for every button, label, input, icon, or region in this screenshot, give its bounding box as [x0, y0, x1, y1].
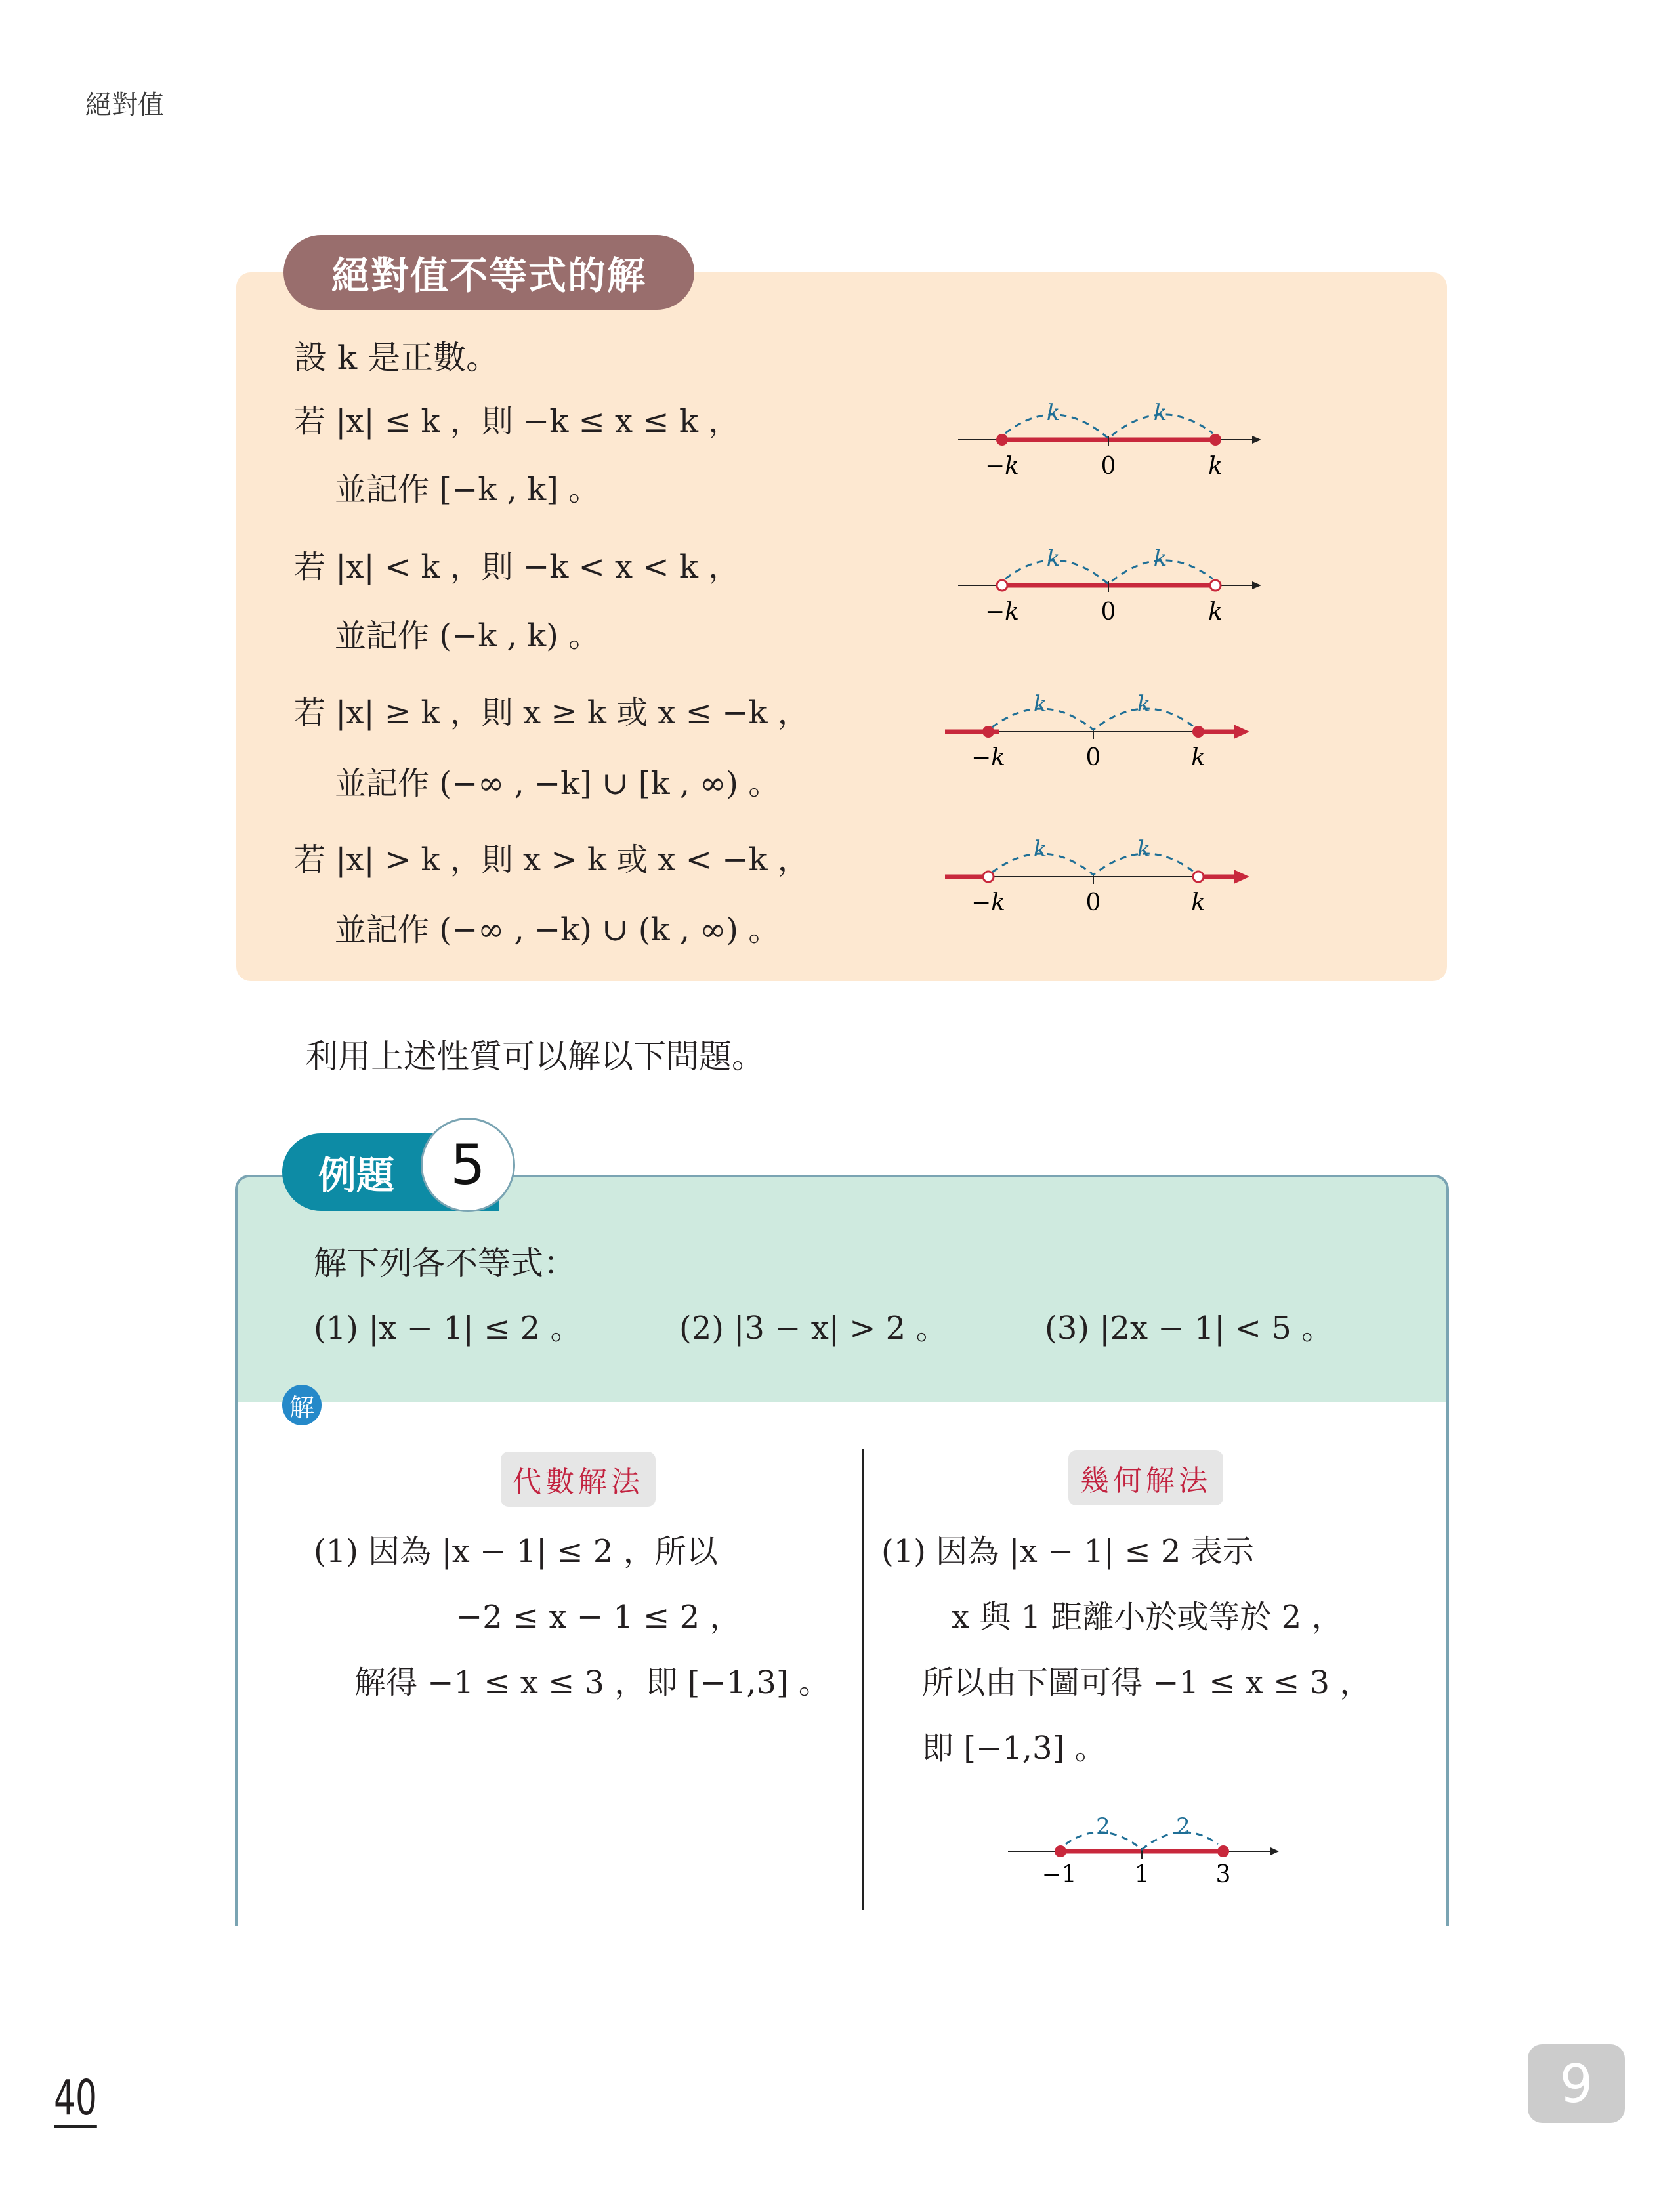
algebraic-line-2: −2 ≤ x − 1 ≤ 2 ， — [456, 1599, 742, 1635]
svg-text:k: k — [1208, 453, 1223, 480]
svg-text:k: k — [1153, 545, 1167, 572]
algebraic-line-3: 解得 −1 ≤ x ≤ 3 ，即 [−1,3] 。 — [354, 1664, 830, 1701]
svg-text:k: k — [1033, 836, 1047, 862]
item-1-condition: 若 |x| ≤ k ，則 −k ≤ x ≤ k ， — [294, 403, 740, 440]
algebraic-method-tag: 代數解法 — [501, 1452, 656, 1507]
item-2-notation: 並記作 (−k , k) 。 — [335, 618, 600, 654]
example-label: 例題 — [282, 1133, 499, 1211]
svg-text:2: 2 — [1176, 1813, 1190, 1840]
svg-text:k: k — [1153, 400, 1167, 426]
geometric-method-tag: 幾何解法 — [1068, 1450, 1223, 1505]
svg-text:3: 3 — [1215, 1861, 1231, 1888]
svg-text:k: k — [1046, 545, 1060, 572]
page-number: 40 — [54, 2074, 97, 2128]
svg-text:k: k — [1033, 691, 1047, 717]
section-header: 絕對值 — [85, 90, 164, 120]
svg-text:0: 0 — [1085, 744, 1101, 771]
number-line-4 — [932, 828, 1339, 959]
svg-text:0: 0 — [1101, 599, 1116, 625]
svg-text:2: 2 — [1096, 1813, 1110, 1840]
algebraic-line-1: (1) 因為 |x − 1| ≤ 2 ，所以 — [314, 1533, 718, 1570]
svg-text:1: 1 — [1134, 1861, 1150, 1888]
number-line-2 — [945, 526, 1339, 658]
svg-text:k: k — [1046, 400, 1060, 426]
solution-badge: 解 — [282, 1385, 322, 1425]
geometric-line-2: x 與 1 距離小於或等於 2 ， — [952, 1599, 1343, 1635]
number-line-3 — [932, 683, 1339, 814]
svg-text:−k: −k — [985, 599, 1019, 625]
svg-text:−k: −k — [985, 453, 1019, 480]
problem-3: (3) |2x − 1| < 5 。 — [1045, 1310, 1334, 1347]
number-line-1 — [945, 381, 1339, 512]
svg-text:k: k — [1137, 836, 1151, 862]
problem-2: (2) |3 − x| > 2 。 — [679, 1310, 948, 1347]
theorem-title: 絕對值不等式的解 — [284, 235, 694, 310]
item-1-notation: 並記作 [−k , k] 。 — [335, 471, 600, 508]
example-number: 5 — [421, 1118, 515, 1212]
problem-1: (1) |x − 1| ≤ 2 。 — [314, 1310, 582, 1347]
item-3-notation: 並記作 (−∞ , −k] ∪ [k , ∞) 。 — [335, 765, 780, 802]
item-4-condition: 若 |x| > k ，則 x > k 或 x < −k ， — [294, 841, 809, 878]
svg-text:k: k — [1137, 691, 1151, 717]
geometric-line-3: 所以由下圖可得 −1 ≤ x ≤ 3 ， — [922, 1664, 1372, 1701]
column-divider — [862, 1449, 864, 1910]
example-number-line — [984, 1798, 1326, 1929]
svg-text:0: 0 — [1085, 889, 1101, 916]
chapter-tab: 9 — [1528, 2044, 1625, 2123]
svg-text:0: 0 — [1101, 453, 1116, 480]
item-4-notation: 並記作 (−∞ , −k) ∪ (k , ∞) 。 — [335, 912, 780, 948]
geometric-line-4: 即 [−1,3] 。 — [922, 1730, 1106, 1767]
svg-text:−k: −k — [971, 744, 1005, 771]
svg-text:k: k — [1191, 744, 1206, 771]
svg-text:−1: −1 — [1041, 1861, 1077, 1888]
example-prompt: 解下列各不等式： — [314, 1244, 576, 1282]
intro-text: 利用上述性質可以解以下問題。 — [305, 1038, 765, 1076]
svg-text:k: k — [1208, 599, 1223, 625]
item-3-condition: 若 |x| ≥ k ，則 x ≥ k 或 x ≤ −k ， — [294, 694, 809, 731]
geometric-line-1: (1) 因為 |x − 1| ≤ 2 表示 — [881, 1533, 1254, 1570]
premise-text: 設 k 是正數。 — [294, 339, 499, 377]
svg-text:−k: −k — [971, 889, 1005, 916]
example-problem-area — [238, 1177, 1446, 1402]
item-2-condition: 若 |x| < k ，則 −k < x < k ， — [294, 549, 740, 585]
svg-text:k: k — [1191, 889, 1206, 916]
